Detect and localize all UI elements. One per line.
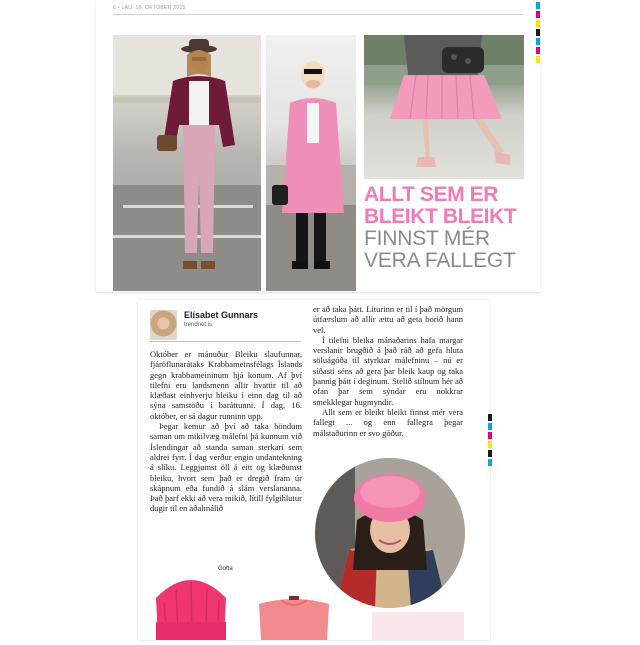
headline-line-3: FINNST MÉR <box>364 227 490 250</box>
article-paragraph: Í tilefni bleika mánaðarins hafa margar verslanir brugðið á það ráð að gefa hluta söluágóða til styrktar málefninu – nú er síðasti séns að gera þar bleik kaup og taka þannig þátt í deginum. Stelið stílnum hér að ofan þar sem sýndar eru nokkrar smekklegar hugmyndir. <box>313 334 463 407</box>
headline-line-1: ALLT SEM ER <box>364 183 499 206</box>
registration-mark <box>488 459 492 466</box>
author-avatar <box>150 310 177 340</box>
product-pink-beanie <box>152 568 230 640</box>
article-column-left <box>150 349 302 514</box>
author-site: trendnet.is <box>184 322 213 328</box>
article-column-right <box>313 304 463 438</box>
article-paragraph: Allt sem er bleikt bleikt finnst mér vera fallegt ... og enn fallegra þegar málstaðurinn er svo góður. <box>313 406 463 438</box>
page-folio: 6 • LAU. 16. OKTÓBER 2015 <box>113 5 186 11</box>
headline-line-4: VERA FALLEGT <box>364 249 516 272</box>
folio-rule <box>113 14 523 15</box>
registration-mark <box>488 432 492 439</box>
headline-line-2: BLEIKT BLEIKT <box>364 205 517 228</box>
street-style-photo-purple-coat <box>113 35 261 291</box>
registration-mark <box>536 47 540 54</box>
product-label: Gotta <box>218 566 233 572</box>
registration-mark <box>488 450 492 457</box>
magazine-page-top <box>96 0 540 292</box>
author-name: Elísabet Gunnars <box>184 310 259 320</box>
registration-marks-bottom <box>488 414 492 468</box>
article-paragraph: Þegar kemur að því að taka höndum saman um mikilvæg málefni þá kunnum við Íslendingar að standa saman sterkari sem aldrei fyrr. Í dag verður engin undantekning á slíku. Leggjumst öll á eitt og klæðumst bleiku, hvort sem það er dregið fram úr skápnum eða fundið á slám verslananna. Það þarf ekki að vera mikið, lítill fylgihlutur dugir til en aðalmálið <box>150 421 302 514</box>
registration-mark <box>488 414 492 421</box>
registration-mark <box>536 38 540 45</box>
registration-marks-top <box>536 2 540 65</box>
registration-mark <box>536 20 540 27</box>
registration-mark <box>536 29 540 36</box>
article-paragraph: er að taka þátt. Liturinn er til í það mörgum útfærslum að allir ættu að geta borið hann vel. <box>313 304 463 335</box>
headline <box>364 184 534 271</box>
registration-mark <box>488 423 492 430</box>
circular-portrait-pink-hat <box>315 458 465 608</box>
registration-mark <box>488 441 492 448</box>
street-style-photo-pink-skirt <box>364 35 524 179</box>
product-pink-item <box>372 612 464 640</box>
product-pink-top <box>251 590 337 640</box>
registration-mark <box>536 56 540 63</box>
byline-divider <box>150 341 301 342</box>
registration-mark <box>536 11 540 18</box>
article-paragraph: Október er mánuður Bleiku slaufunnar, fjáröflunarátaks Krabbameinsfélags Íslands gegn krabbameininum hjá konum. Af því tilefni eru landsmenn allir hvattir til að klæðast einhverju bleiku í einn dag til að sýna samstöðu í baráttunni. Í dag, 16. október, er sá dagur runninn upp. <box>150 349 302 421</box>
street-style-photo-pink-coat <box>266 35 356 291</box>
registration-mark <box>536 2 540 9</box>
